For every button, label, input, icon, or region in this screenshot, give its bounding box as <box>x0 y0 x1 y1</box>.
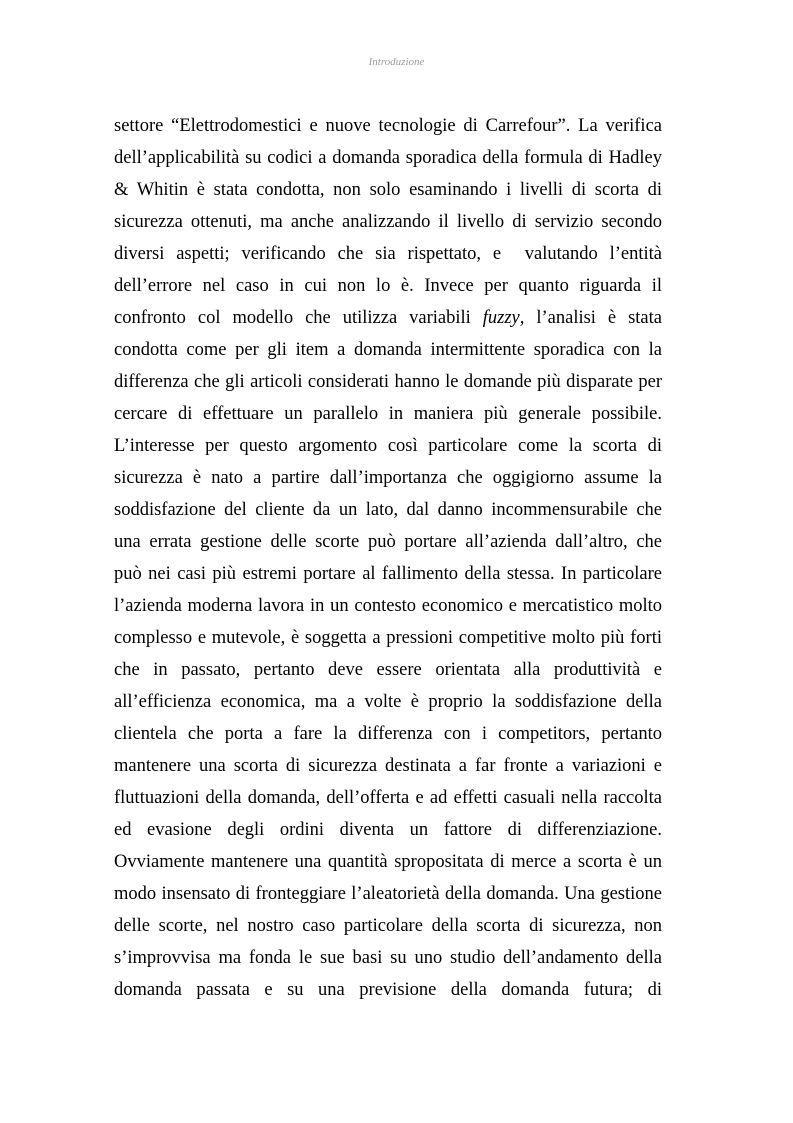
text-segment: diversi aspetti; verificando che sia rispettato, e valutando l’entità <box>114 244 662 264</box>
text-line <box>114 846 662 878</box>
italic-term: fuzzy <box>482 308 520 328</box>
text-line <box>114 526 662 558</box>
text-line <box>114 494 662 526</box>
text-segment: confronto col modello che utilizza variabili <box>114 308 483 328</box>
text-line <box>114 750 662 782</box>
text-line <box>114 270 662 302</box>
text-line <box>114 910 662 942</box>
text-line <box>114 942 662 974</box>
text-segment: può nei casi più estremi portare al fallimento della stessa. In particolare <box>114 564 662 584</box>
text-segment: modo insensato di fronteggiare l’aleatorietà della domanda. Una gestione <box>114 884 662 904</box>
text-line <box>114 110 662 142</box>
text-segment: mantenere una scorta di sicurezza destinata a far fronte a variazioni e <box>114 756 662 776</box>
text-segment: complesso e mutevole, è soggetta a pressioni competitive molto più forti <box>114 628 662 648</box>
text-line <box>114 334 662 366</box>
text-segment: sicurezza ottenuti, ma anche analizzando il livello di servizio secondo <box>114 212 662 232</box>
text-line <box>114 206 662 238</box>
text-line <box>114 878 662 910</box>
text-segment: clientela che porta a fare la differenza con i competitors, pertanto <box>114 724 662 744</box>
text-segment: settore “Elettrodomestici e nuove tecnologie di Carrefour”. La verifica <box>114 116 662 136</box>
text-line <box>114 622 662 654</box>
text-segment: cercare di effettuare un parallelo in maniera più generale possibile. <box>114 404 662 424</box>
text-segment: sicurezza è nato a partire dall’importanza che oggigiorno assume la <box>114 468 662 488</box>
text-line <box>114 302 662 334</box>
text-segment: l’azienda moderna lavora in un contesto economico e mercatistico molto <box>114 596 662 616</box>
text-line <box>114 142 662 174</box>
text-segment: una errata gestione delle scorte può portare all’azienda dall’altro, che <box>114 532 662 552</box>
text-line <box>114 238 662 270</box>
body-paragraph <box>114 110 662 1006</box>
running-header: Introduzione <box>368 56 425 68</box>
text-segment: che in passato, pertanto deve essere orientata alla produttività e <box>114 660 662 680</box>
text-segment: dell’errore nel caso in cui non lo è. Invece per quanto riguarda il <box>114 276 662 296</box>
text-line <box>114 430 662 462</box>
text-segment: differenza che gli articoli considerati hanno le domande più disparate per <box>114 372 662 392</box>
text-line <box>114 590 662 622</box>
text-line <box>114 462 662 494</box>
text-line <box>114 558 662 590</box>
text-line <box>114 366 662 398</box>
text-segment: ed evasione degli ordini diventa un fattore di differenziazione. <box>114 820 662 840</box>
text-line <box>114 174 662 206</box>
text-line <box>114 974 662 1006</box>
text-segment: delle scorte, nel nostro caso particolare della scorta di sicurezza, non <box>114 916 662 936</box>
text-segment: , l’analisi è stata <box>519 308 662 328</box>
text-segment: fluttuazioni della domanda, dell’offerta e ad effetti casuali nella raccolta <box>114 788 662 808</box>
text-segment: soddisfazione del cliente da un lato, dal danno incommensurabile che <box>114 500 662 520</box>
text-line <box>114 782 662 814</box>
text-segment: dell’applicabilità su codici a domanda sporadica della formula di Hadley <box>114 148 662 168</box>
text-line <box>114 686 662 718</box>
text-line <box>114 654 662 686</box>
text-segment: L’interesse per questo argomento così particolare come la scorta di <box>114 436 662 456</box>
text-line <box>114 398 662 430</box>
text-segment: Ovviamente mantenere una quantità spropositata di merce a scorta è un <box>114 852 662 872</box>
text-line <box>114 814 662 846</box>
text-segment: s’improvvisa ma fonda le sue basi su uno studio dell’andamento della <box>114 948 662 968</box>
text-line <box>114 718 662 750</box>
text-segment: condotta come per gli item a domanda intermittente sporadica con la <box>114 340 662 360</box>
text-segment: & Whitin è stata condotta, non solo esaminando i livelli di scorta di <box>114 180 662 200</box>
text-segment: all’efficienza economica, ma a volte è proprio la soddisfazione della <box>114 692 662 712</box>
text-segment: domanda passata e su una previsione della domanda futura; di <box>114 980 662 1000</box>
